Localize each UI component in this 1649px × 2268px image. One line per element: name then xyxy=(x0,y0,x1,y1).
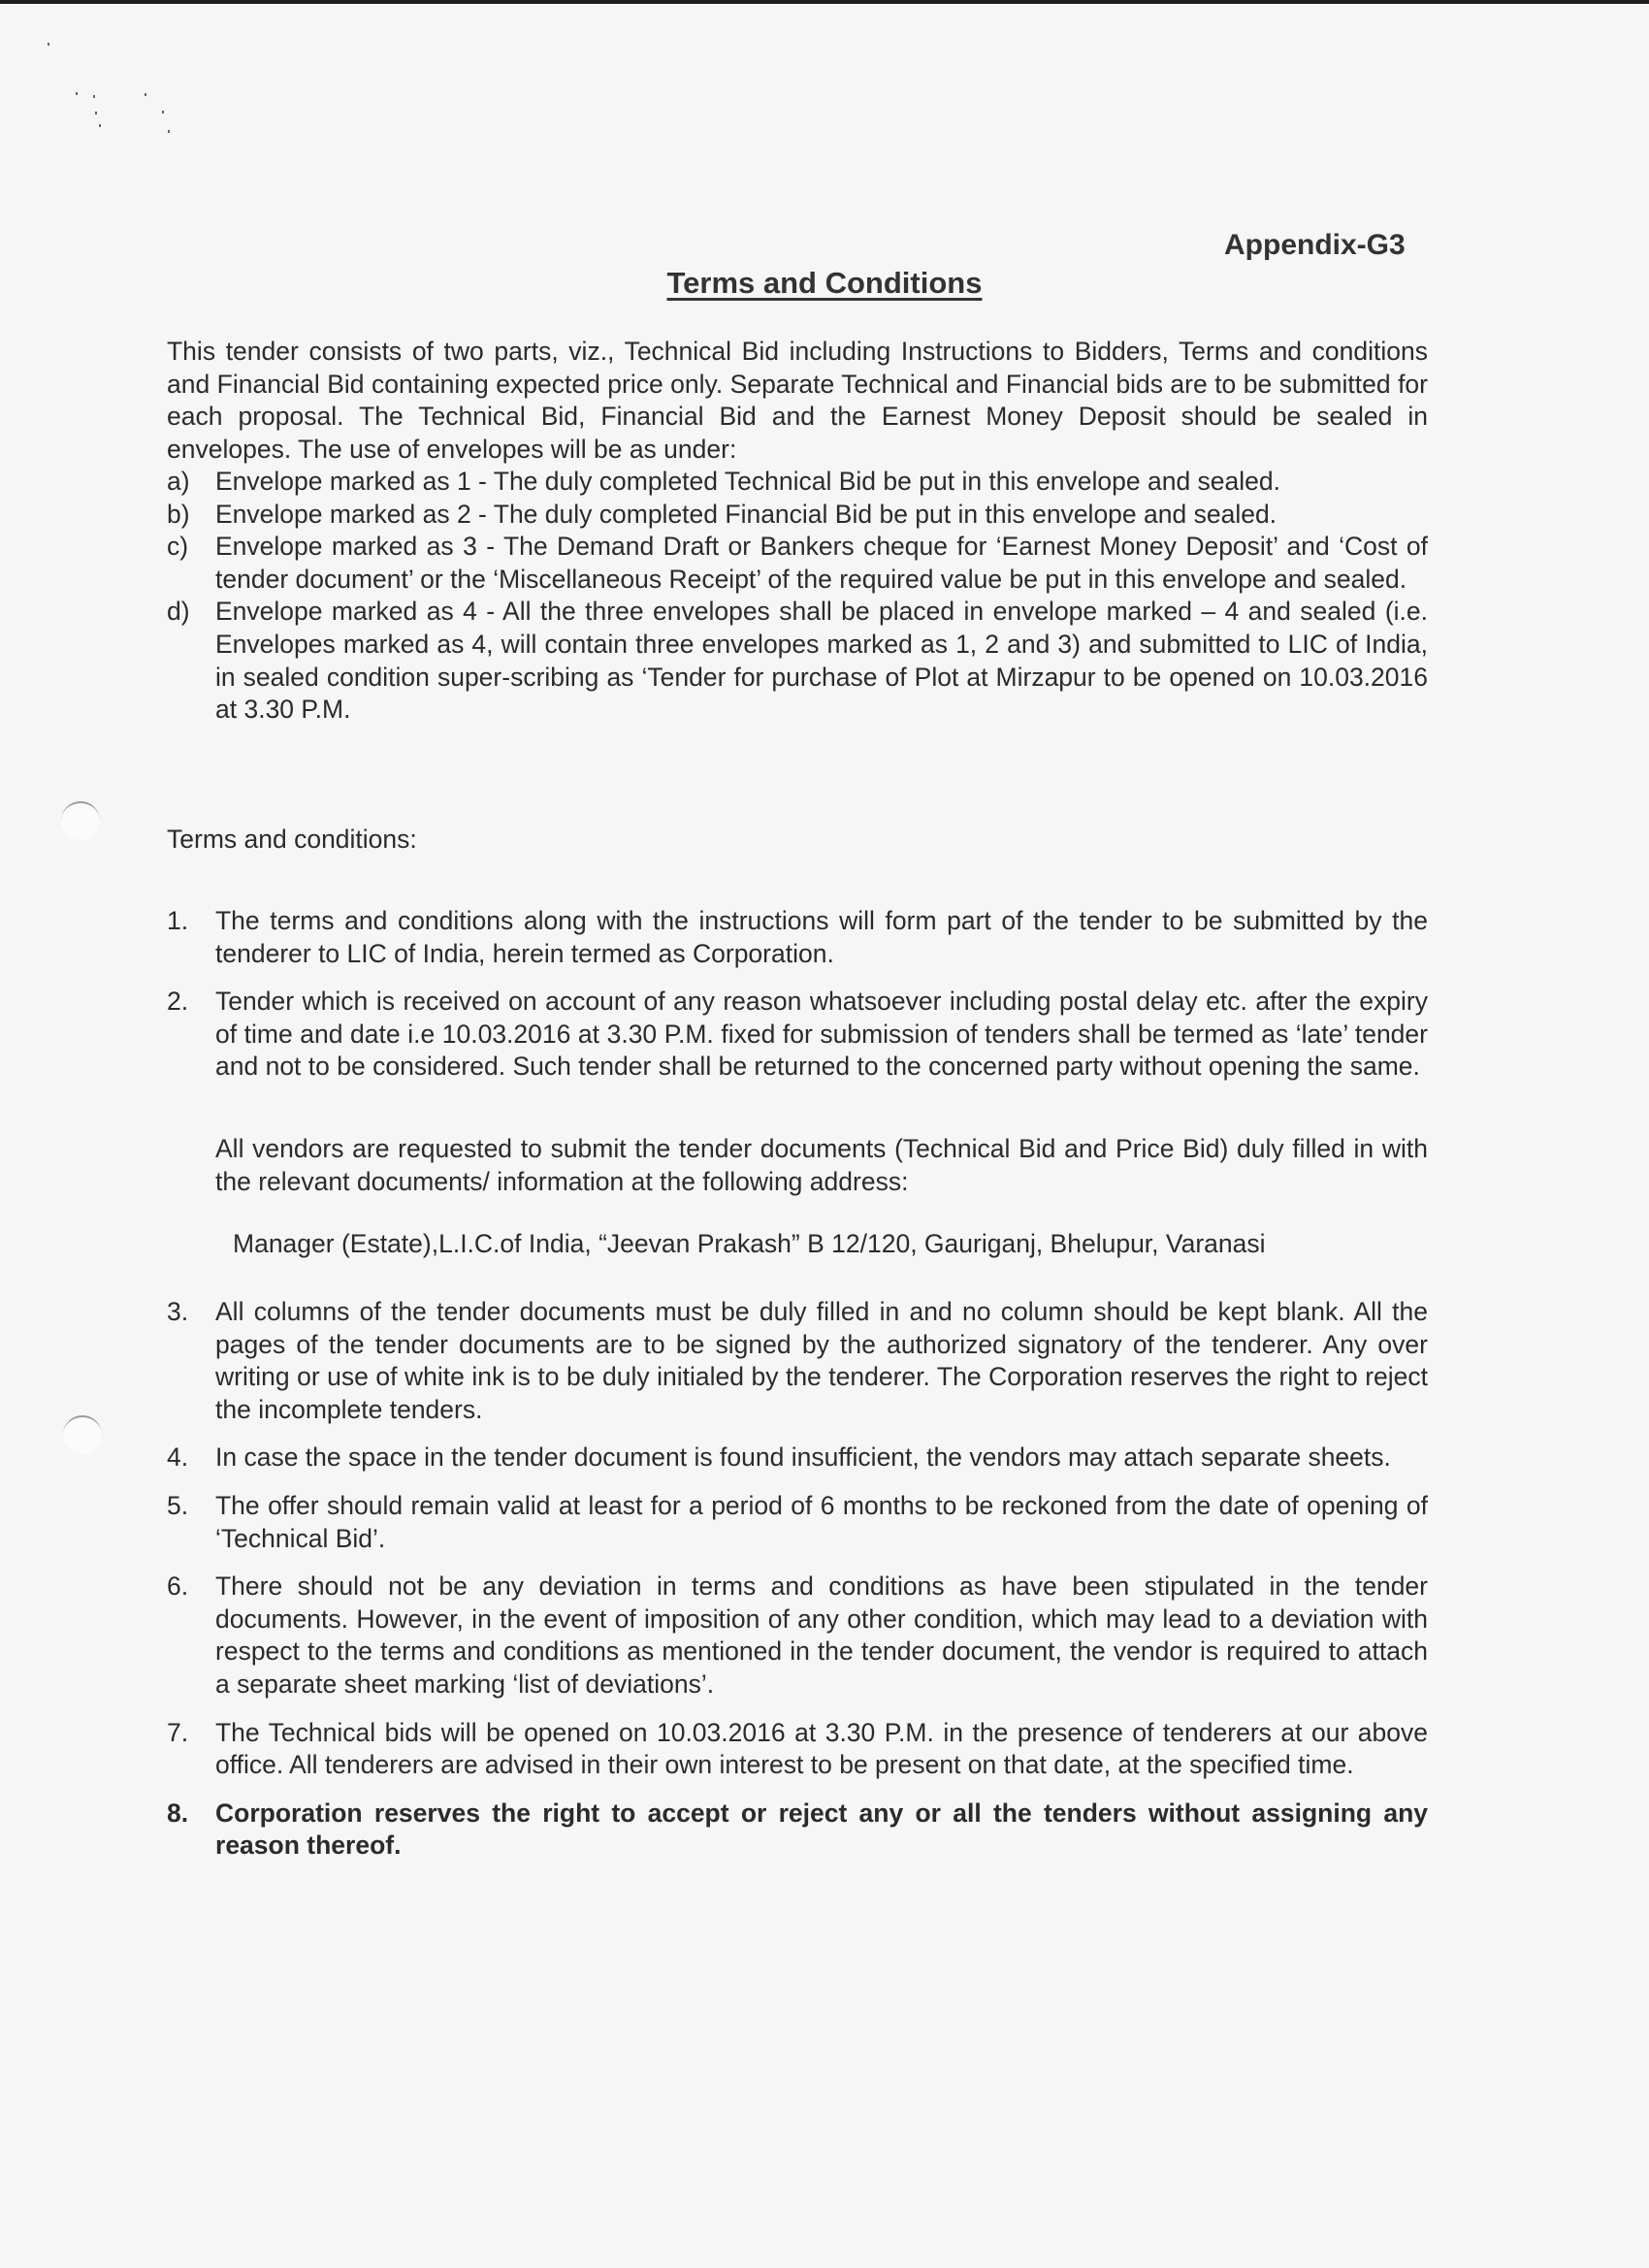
scan-speck xyxy=(99,124,101,127)
term-text: Corporation reserves the right to accept or reject any or all the tenders without assigning any reason thereof. xyxy=(215,1798,1428,1861)
term-text: The offer should remain valid at least for a period of 6 months to be reckoned from the date of opening of ‘Technical Bid’. xyxy=(215,1490,1428,1553)
envelope-item xyxy=(167,466,1428,499)
envelope-marker: a) xyxy=(167,467,190,496)
submission-note: All vendors are requested to submit the tender documents (Technical Bid and Price Bid) duly filled in with the relevant documents/ information at the following address: xyxy=(215,1134,1428,1196)
term-text: In case the space in the tender document is found insufficient, the vendors may attach separate sheets. xyxy=(215,1442,1391,1473)
term-item xyxy=(167,905,1428,970)
term-number: 1. xyxy=(167,906,189,935)
term-text: There should not be any deviation in terms and conditions as have been stipulated in the tender documents. However, in the event of imposition of any other condition, which may lead to a deviation with respect to the terms and conditions as mentioned in the tender document, the vendor is required to attach a separate sheet marking ‘list of deviations’. xyxy=(215,1571,1428,1699)
scan-speck xyxy=(168,130,170,133)
term-text: All columns of the tender documents must be duly filled in and no column should be kept blank. All the pages of the tender documents are to be signed by the authorized signatory of the tenderer. Any over writing or use of white ink is to be duly initialed by the tenderer. The Corporation reserves the right to reject the incomplete tenders. xyxy=(215,1297,1428,1424)
term-text: The Technical bids will be opened on 10.03.2016 at 3.30 P.M. in the presence of tenderers at our above office. All tenderers are advised in their own interest to be present on that date, at the specified time. xyxy=(215,1717,1428,1780)
envelope-item xyxy=(167,499,1428,532)
envelope-text: Envelope marked as 1 - The duly completed Technical Bid be put in this envelope and sealed. xyxy=(215,467,1280,496)
envelope-marker: d) xyxy=(167,597,190,627)
term-number: 7. xyxy=(167,1717,189,1747)
term-number: 4. xyxy=(167,1442,189,1473)
punch-hole-bottom xyxy=(63,1415,102,1454)
term-item xyxy=(167,1490,1428,1555)
terms-heading: Terms and conditions: xyxy=(167,825,417,854)
scan-speck xyxy=(162,111,164,113)
term-item xyxy=(167,1798,1428,1863)
scan-speck xyxy=(48,43,49,46)
terms-list-part-1 xyxy=(167,905,1428,1084)
term-item xyxy=(167,986,1428,1084)
page-title xyxy=(0,266,1649,301)
term-number: 5. xyxy=(167,1490,189,1520)
intro-paragraph: This tender consists of two parts, viz., Technical Bid including Instructions to Bidders, Terms and conditions and Financial Bid containing expected price only. Separate Technical and Financial bids are to be submitted for each proposal. The Technical Bid, Financial Bid and the Earnest Money Deposit should be sealed in envelopes. The use of envelopes will be as under: xyxy=(167,337,1428,464)
scan-speck xyxy=(93,95,95,98)
scan-top-edge xyxy=(0,0,1649,4)
term-number: 3. xyxy=(167,1297,189,1326)
envelope-text: Envelope marked as 2 - The duly completed Financial Bid be put in this envelope and sealed. xyxy=(215,499,1277,529)
envelope-marker: b) xyxy=(167,499,190,529)
envelope-text: Envelope marked as 4 - All the three envelopes shall be placed in envelope marked – 4 and sealed (i.e. Envelopes marked as 4, will contain three envelopes marked as 1, 2 and 3) and submitted to LIC of India, in sealed condition super-scribing as ‘Tender for purchase of Plot at Mirzapur to be opened on 10.03.2016 at 3.30 P.M. xyxy=(215,597,1428,725)
scan-speck xyxy=(145,93,146,96)
term-number: 6. xyxy=(167,1571,189,1602)
term-text: Tender which is received on account of any reason whatsoever including postal delay etc. after the expiry of time and date i.e 10.03.2016 at 3.30 P.M. fixed for submission of tenders shall be termed as ‘late’ tender and not to be considered. Such tender shall be returned to the concerned party without opening the same. xyxy=(215,987,1428,1082)
envelope-item xyxy=(167,531,1428,596)
envelope-item xyxy=(167,596,1428,726)
term-number: 8. xyxy=(167,1798,189,1828)
scan-speck xyxy=(95,112,97,114)
term-text: The terms and conditions along with the instructions will form part of the tender to be submitted by the tenderer to LIC of India, herein termed as Corporation. xyxy=(215,906,1428,968)
term-item xyxy=(167,1296,1428,1426)
envelope-list xyxy=(167,466,1428,727)
page-title-text: Terms and Conditions xyxy=(666,266,983,300)
punch-hole-top xyxy=(61,801,100,840)
submission-address: Manager (Estate),L.I.C.of India, “Jeevan Prakash” B 12/120, Gauriganj, Bhelupur, Varanasi xyxy=(233,1229,1266,1258)
appendix-label: Appendix-G3 xyxy=(1224,229,1406,261)
terms-list-part-2 xyxy=(167,1296,1428,1863)
term-number: 2. xyxy=(167,987,189,1017)
term-item xyxy=(167,1717,1428,1782)
term-item xyxy=(167,1571,1428,1701)
term-item xyxy=(167,1442,1428,1474)
scan-speck xyxy=(76,92,78,95)
envelope-marker: c) xyxy=(167,532,189,562)
envelope-text: Envelope marked as 3 - The Demand Draft or Bankers cheque for ‘Earnest Money Deposit’ and ‘Cost of tender document’ or the ‘Miscellaneous Receipt’ of the required value be put in this envelope and sealed. xyxy=(215,532,1428,594)
